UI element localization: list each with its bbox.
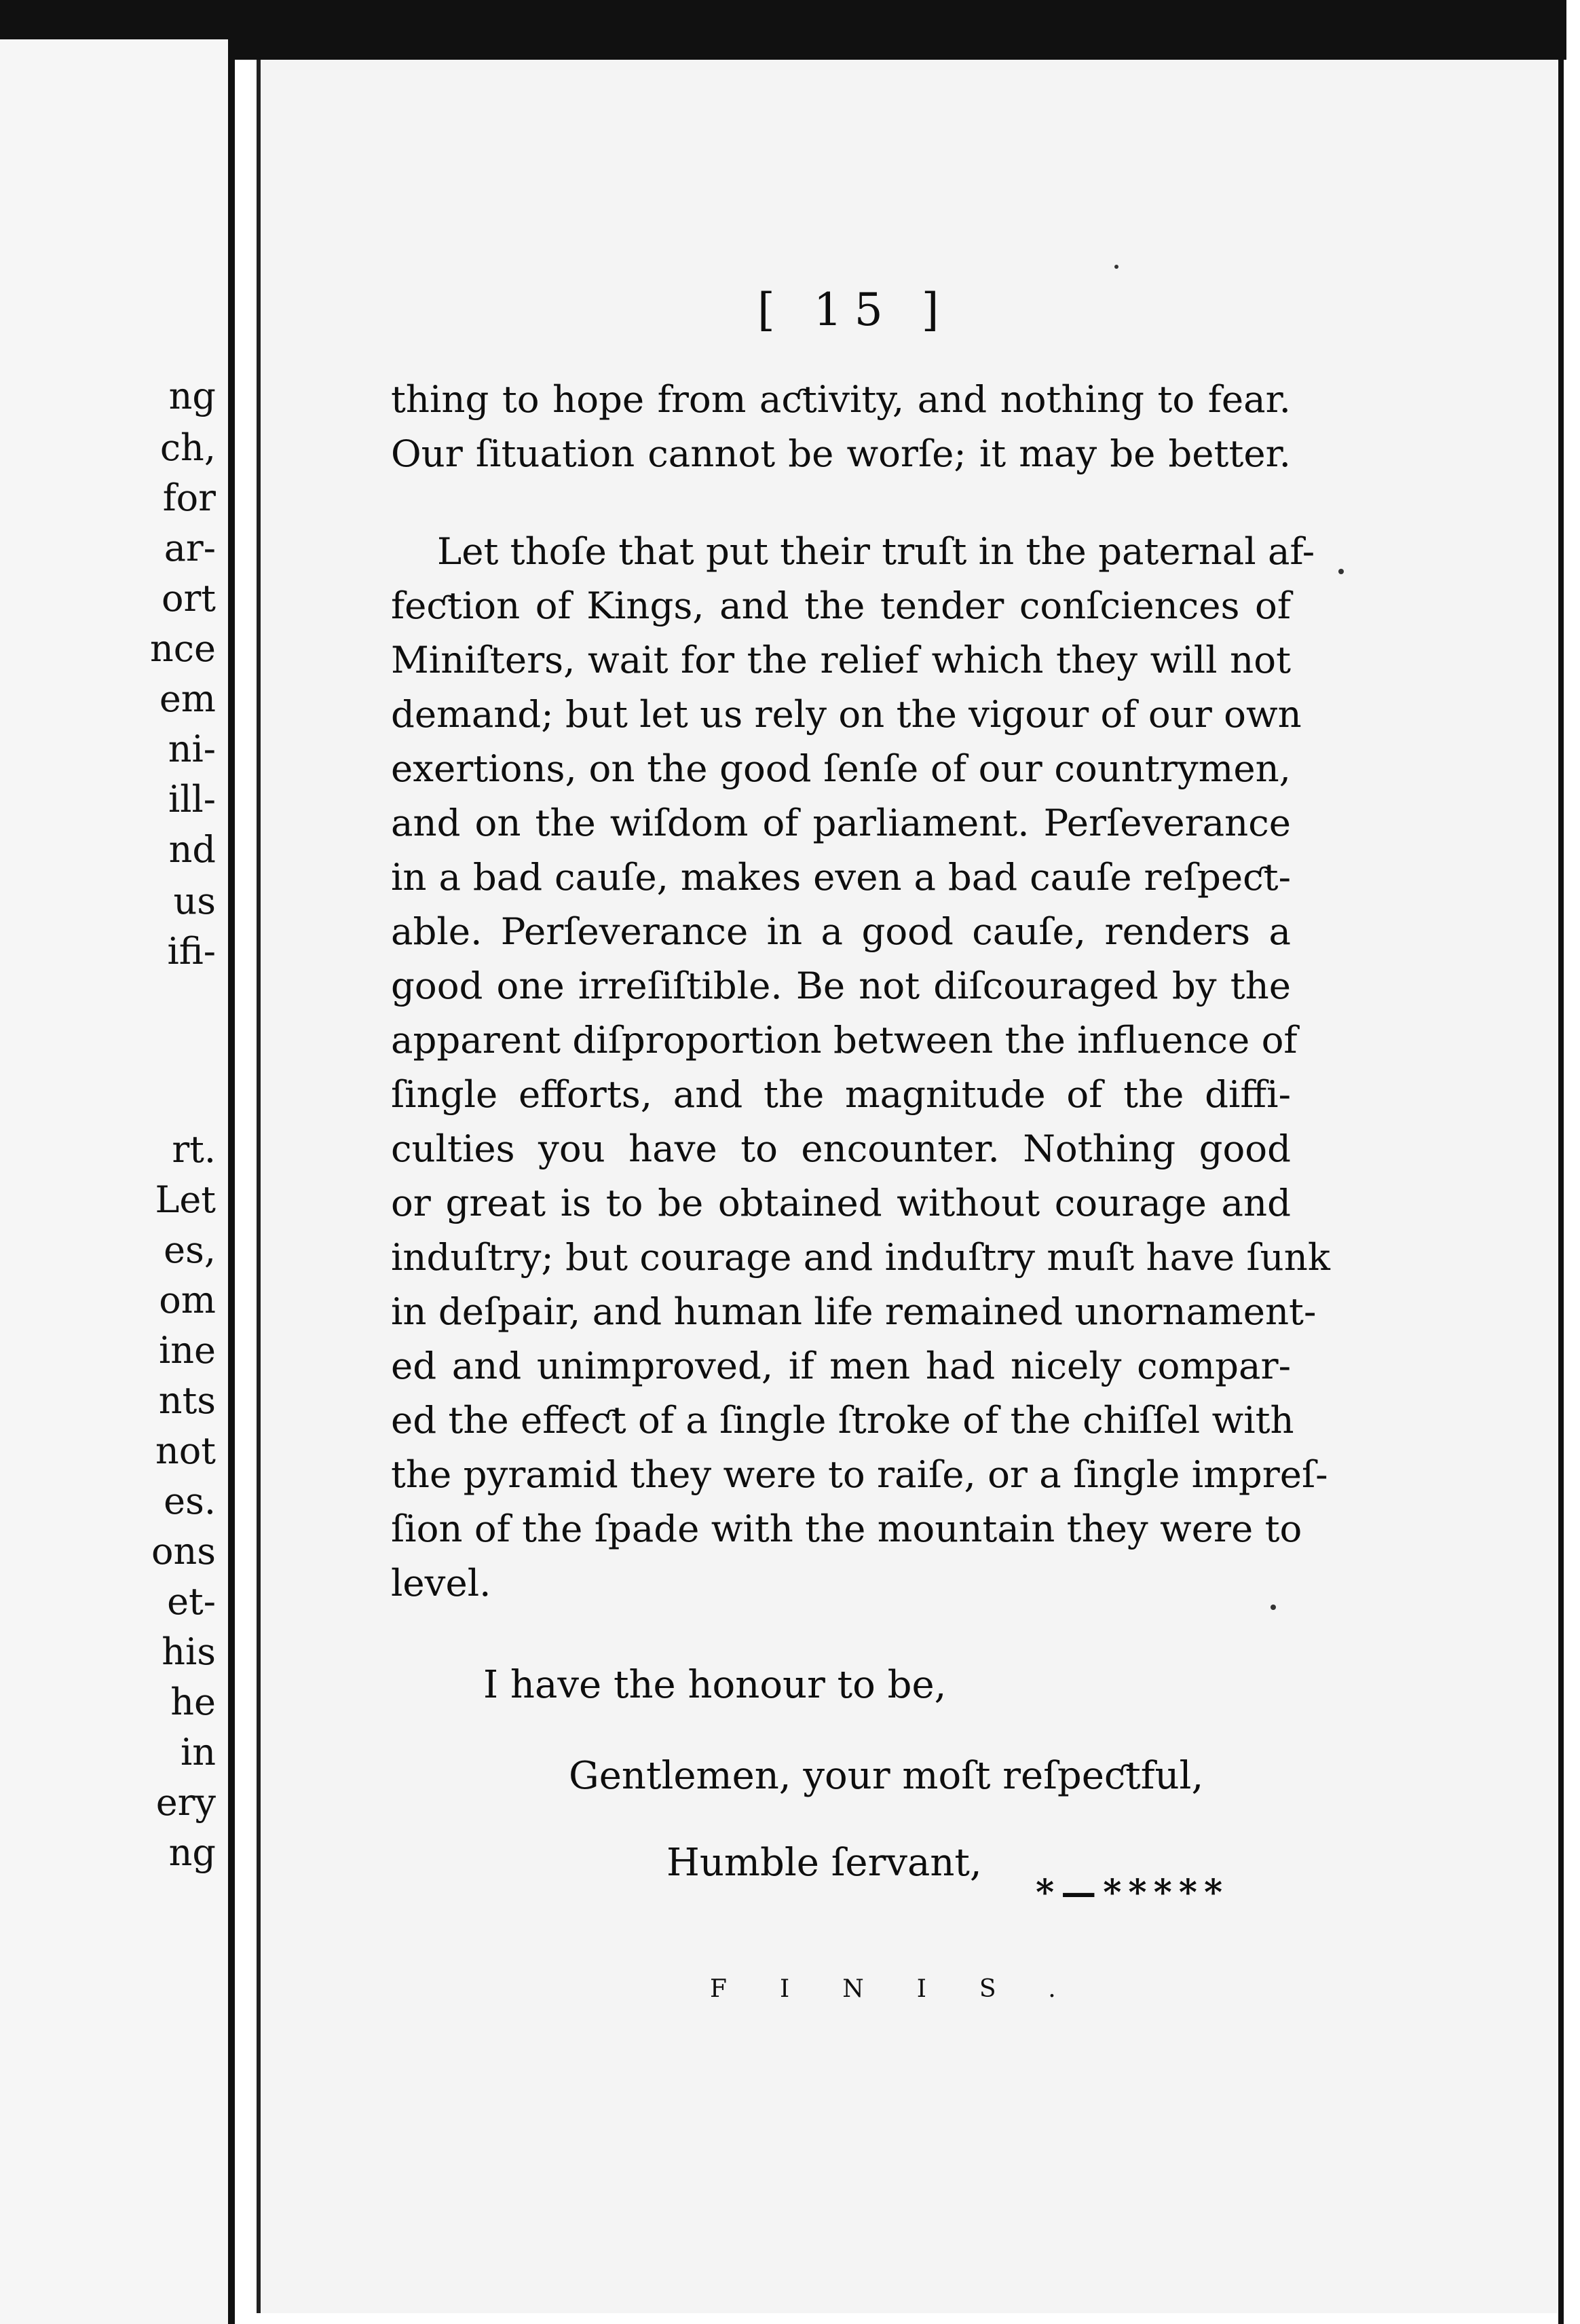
facing-page-fragment: om	[159, 1279, 216, 1322]
text-line: good one irreſiſtible. Be not diſcouraged by the	[391, 964, 1291, 1007]
facing-page-fragment: em	[159, 677, 216, 720]
finis: FINIS.	[710, 1975, 1109, 2003]
text-line: ſion of the ſpade with the mountain they were to	[391, 1507, 1302, 1550]
facing-page-fragment: ng	[168, 1831, 216, 1874]
facing-page-fragment: es.	[164, 1480, 216, 1522]
binding-gutter	[228, 0, 235, 2324]
facing-page-fragment: ine	[158, 1329, 216, 1372]
closing-line-1: I have the honour to be,	[483, 1663, 947, 1707]
facing-page-fragment: ill-	[168, 778, 216, 821]
facing-page-fragment: he	[170, 1681, 216, 1723]
facing-page-fragment: nd	[168, 828, 216, 871]
text-line: exertions, on the good ſenſe of our countrymen,	[391, 747, 1291, 790]
facing-page-fragment: nts	[158, 1379, 216, 1422]
facing-page-fragment: Let	[155, 1178, 216, 1221]
text-line: level.	[391, 1561, 491, 1605]
facing-page-fragment: ar-	[164, 527, 216, 569]
text-line: ed the effeƈt of a ſingle ſtroke of the chiſſel with	[391, 1398, 1294, 1442]
facing-page-fragment: ery	[155, 1781, 216, 1824]
scan-border-top	[231, 0, 1566, 60]
text-line: or great is to be obtained without courage and	[391, 1181, 1291, 1224]
paragraph-2	[391, 524, 1330, 1610]
text-line: ed and unimproved, if men had nicely compar-	[391, 1344, 1291, 1387]
paper-speck	[1114, 265, 1118, 269]
text-line: Our ſituation cannot be worſe; it may be better.	[391, 432, 1291, 475]
facing-page-fragment: es,	[164, 1229, 216, 1271]
text-line: Let thoſe that put their truſt in the paternal af-	[437, 529, 1315, 573]
text-line: induſtry; but courage and induſtry muſt have ſunk	[391, 1235, 1330, 1279]
facing-page-fragment: et-	[167, 1580, 216, 1623]
facing-page-fragment: ch,	[159, 426, 216, 469]
text-line: and on the wiſdom of parliament. Perſeverance	[391, 801, 1291, 844]
text-line: culties you have to encounter. Nothing good	[391, 1127, 1291, 1170]
facing-page-fragment: in	[180, 1731, 216, 1774]
facing-page-fragment: ifi-	[167, 930, 216, 973]
text-line: demand; but let us rely on the vigour of our own	[391, 692, 1302, 736]
page-number: [ 15 ]	[757, 284, 952, 336]
facing-page-fragment: ort	[161, 577, 216, 620]
text-line: feƈtion of Kings, and the tender conſciences of	[391, 584, 1291, 627]
facing-page-fragment: rt.	[172, 1128, 216, 1171]
paragraph-1	[391, 372, 1291, 481]
text-line: in a bad cauſe, makes even a bad cauſe reſpeƈt-	[391, 855, 1291, 899]
facing-page-fragment: ons	[151, 1530, 216, 1573]
signature: *—*****	[1036, 1872, 1230, 1913]
facing-page-edge	[0, 39, 228, 2324]
facing-page-fragment: ni-	[168, 728, 216, 770]
text-line: the pyramid they were to raiſe, or a ſingle impreſ-	[391, 1452, 1328, 1496]
page-right-edge	[1558, 54, 1564, 2324]
facing-page-fragment: for	[162, 476, 216, 519]
facing-page-fragment: nce	[150, 627, 216, 670]
facing-page-fragment: us	[173, 880, 216, 922]
facing-page-fragment: his	[162, 1630, 216, 1673]
paper-speck	[1338, 569, 1344, 574]
facing-page-fragment: not	[155, 1429, 216, 1472]
text-line: able. Perſeverance in a good cauſe, renders a	[391, 910, 1291, 953]
text-line: ſingle efforts, and the magnitude of the diffi-	[391, 1072, 1291, 1116]
closing-line-2: Gentlemen, your moſt reſpeƈtful,	[569, 1754, 1204, 1798]
facing-page-fragment: ng	[168, 375, 216, 417]
text-line: in deſpair, and human life remained unornament-	[391, 1290, 1317, 1333]
body-text	[391, 372, 1330, 1610]
closing-line-3: Humble ſervant,	[666, 1841, 982, 1885]
text-line: thing to hope from aƈtivity, and nothing to fear.	[391, 377, 1291, 421]
text-line: apparent diſproportion between the influence of	[391, 1018, 1298, 1062]
scan-border-top-left	[0, 0, 235, 39]
text-line: Miniſters, wait for the relief which they will not	[391, 638, 1291, 681]
paper-speck	[1271, 1605, 1276, 1610]
